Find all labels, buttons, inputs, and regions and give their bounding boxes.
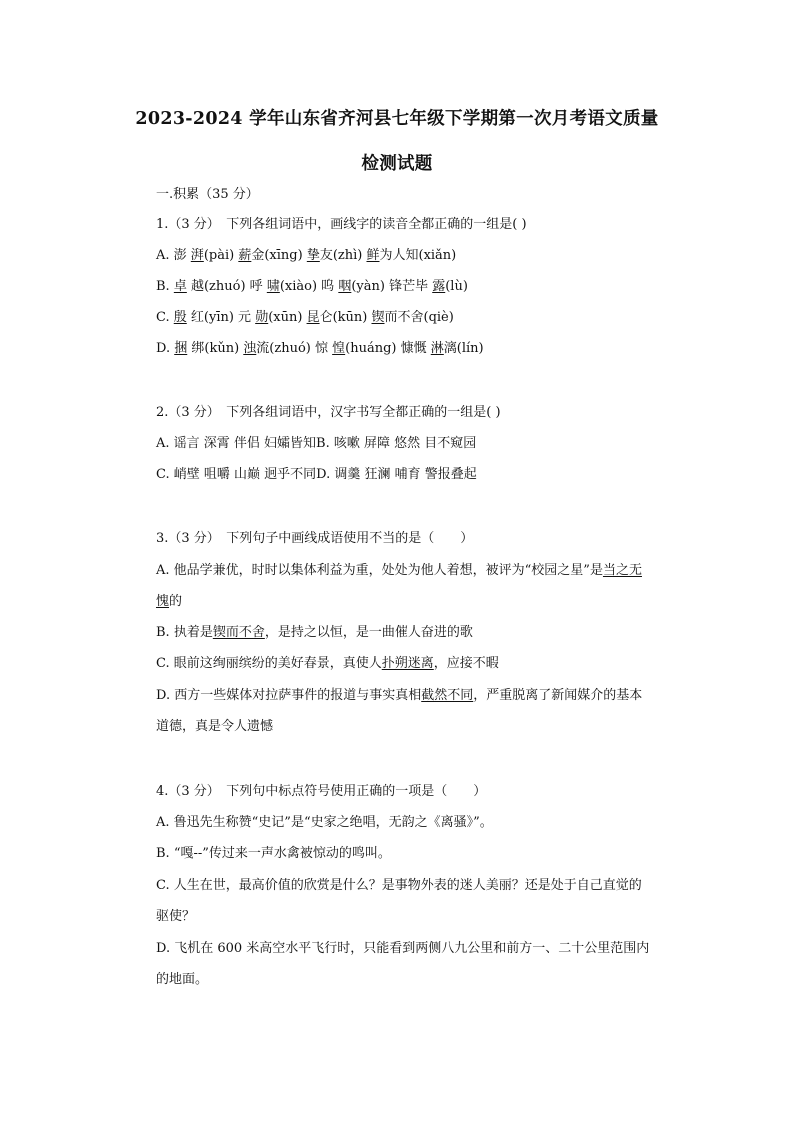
q3-option-a-line2: 愧的 — [156, 594, 183, 609]
q1-option-a: A. 澎 湃(pài) 薪金(xīng) 挚友(zhì) 鲜为人知(xiǎn) — [156, 248, 457, 263]
q4-option-d-line2: 的地面。 — [156, 972, 209, 987]
q4-option-b: B. “嘎--”传过来一声水禽被惊动的鸣叫。 — [156, 846, 391, 861]
q2-options-cd: C. 峭壁 咀嚼 山巅 迥乎不同D. 调羹 狂澜 哺育 警报叠起 — [156, 467, 477, 482]
q1-stem: 1.（3 分） 下列各组词语中，画线字的读音全都正确的一组是( ) — [156, 217, 527, 232]
q1-option-d: D. 捆 绑(kǔn) 浊流(zhuó) 惊 惶(huáng) 慷慨 淋漓(lín) — [156, 341, 484, 356]
q2-options-ab: A. 谣言 深霄 伴侣 妇孀皆知B. 咳嗽 屏障 悠然 目不窥园 — [156, 436, 477, 451]
q4-option-a: A. 鲁迅先生称赞“史记”是“史家之绝唱，无韵之《离骚》”。 — [156, 815, 493, 830]
q1-option-c: C. 殷 红(yīn) 元 勋(xūn) 昆仑(kūn) 锲而不舍(qiè) — [156, 310, 454, 325]
q3-option-d-line2: 道德，真是令人遗憾 — [156, 719, 274, 734]
q4-option-d-line1: D. 飞机在 600 米高空水平飞行时，只能看到两侧八九公里和前方一、二十公里范围内 — [156, 941, 650, 956]
exam-title-line2: 检测试题 — [361, 154, 433, 174]
q3-option-d-line1: D. 西方一些媒体对拉萨事件的报道与事实真相截然不同，严重脱离了新闻媒介的基本 — [156, 688, 643, 703]
exam-title-line1: 2023-2024 学年山东省齐河县七年级下学期第一次月考语文质量 — [135, 109, 659, 129]
section-heading: 一.积累（35 分） — [156, 187, 259, 202]
q3-stem: 3.（3 分） 下列句子中画线成语使用不当的是（ ） — [156, 531, 474, 546]
q2-stem: 2.（3 分） 下列各组词语中，汉字书写全都正确的一组是( ) — [156, 405, 501, 420]
q3-option-b: B. 执着是锲而不舍，是持之以恒，是一曲催人奋进的歌 — [156, 625, 473, 640]
q1-option-b: B. 卓 越(zhuó) 呼 啸(xiào) 呜 咽(yàn) 锋芒毕 露(lù) — [156, 279, 468, 294]
q3-option-c: C. 眼前这绚丽缤纷的美好春景，真使人扑朔迷离，应接不暇 — [156, 656, 499, 671]
q4-option-c-line1: C. 人生在世，最高价值的欣赏是什么？是事物外表的迷人美丽？还是处于自己直觉的 — [156, 878, 642, 893]
q4-stem: 4.（3 分） 下列句中标点符号使用正确的一项是（ ） — [156, 784, 487, 799]
q3-option-a-line1: A. 他品学兼优，时时以集体利益为重，处处为他人着想，被评为“校园之星”是当之无 — [156, 563, 642, 578]
q4-option-c-line2: 驱使？ — [156, 909, 196, 924]
